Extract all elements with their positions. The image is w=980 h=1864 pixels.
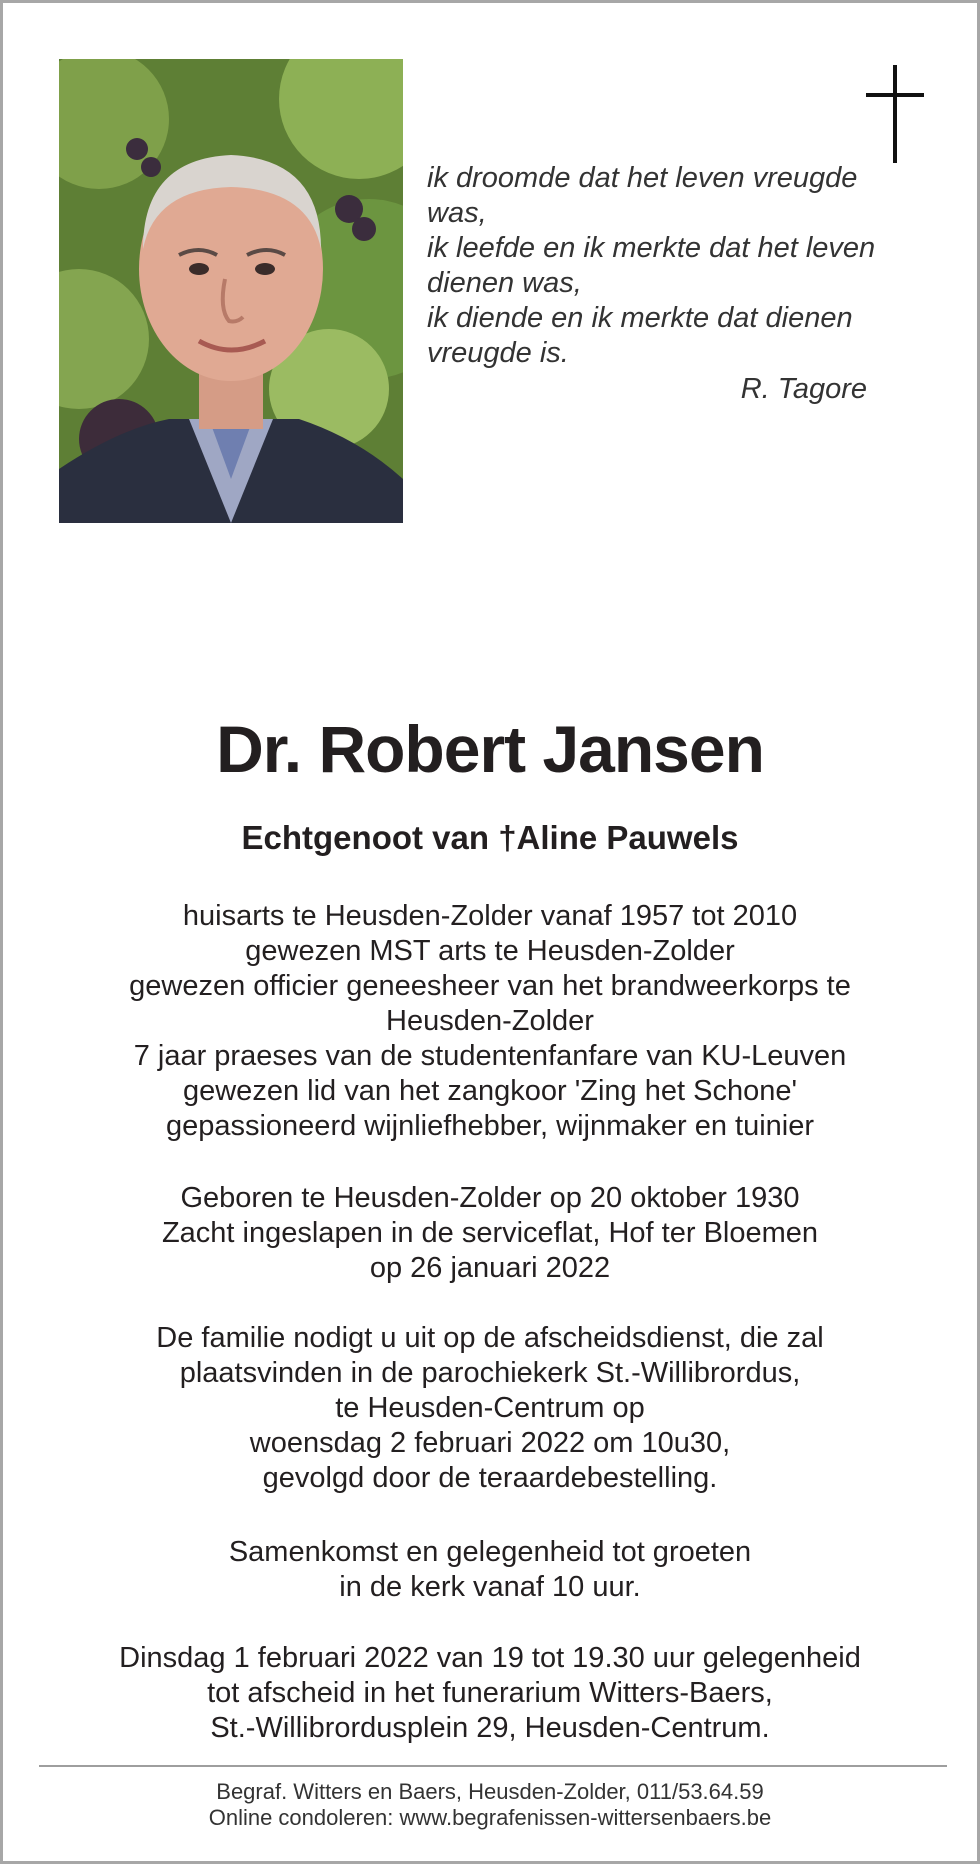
poem bbox=[427, 161, 917, 371]
service-line: plaatsvinden in de parochiekerk St.-Willibrordus, bbox=[179, 1357, 801, 1389]
poem-line: dienen was, bbox=[427, 267, 582, 299]
life-line: Geboren te Heusden-Zolder op 20 oktober 1930 bbox=[180, 1182, 800, 1214]
career-line: 7 jaar praeses van de studentenfanfare van KU-Leuven bbox=[133, 1040, 847, 1072]
deceased-name: Dr. Robert Jansen bbox=[216, 712, 764, 786]
poem-line: ik diende en ik merkte dat dienen bbox=[427, 302, 853, 334]
poem-author: R. Tagore bbox=[740, 373, 867, 405]
career-block bbox=[43, 899, 937, 1144]
gathering-line: in de kerk vanaf 10 uur. bbox=[339, 1571, 641, 1603]
service-line: De familie nodigt u uit op de afscheidsdienst, die zal bbox=[156, 1322, 824, 1354]
service-block bbox=[43, 1321, 937, 1496]
farewell-line: Dinsdag 1 februari 2022 van 19 tot 19.30 uur gelegenheid bbox=[119, 1642, 861, 1674]
footer-funeral-home: Begraf. Witters en Baers, Heusden-Zolder, 011/53.64.59 bbox=[216, 1779, 764, 1804]
career-line: gepassioneerd wijnliefhebber, wijnmaker en tuinier bbox=[165, 1110, 815, 1142]
gathering-line: Samenkomst en gelegenheid tot groeten bbox=[228, 1536, 752, 1568]
life-line: Zacht ingeslapen in de serviceflat, Hof ter Bloemen bbox=[161, 1217, 819, 1249]
career-line: gewezen lid van het zangkoor 'Zing het Schone' bbox=[182, 1075, 798, 1107]
farewell-line: tot afscheid in het funerarium Witters-Baers, bbox=[207, 1677, 773, 1709]
service-line: gevolgd door de teraardebestelling. bbox=[262, 1462, 718, 1494]
farewell-block bbox=[43, 1641, 937, 1746]
career-line: gewezen MST arts te Heusden-Zolder bbox=[245, 935, 735, 967]
career-line: Heusden-Zolder bbox=[386, 1005, 594, 1037]
life-line: op 26 januari 2022 bbox=[369, 1252, 611, 1284]
footer-divider bbox=[39, 1765, 947, 1767]
footer-condolence-link[interactable]: Online condoleren: www.begrafenissen-wittersenbaers.be bbox=[208, 1805, 772, 1830]
poem-line: ik leefde en ik merkte dat het leven bbox=[427, 232, 876, 264]
career-line: huisarts te Heusden-Zolder vanaf 1957 tot 2010 bbox=[182, 900, 798, 932]
footer bbox=[3, 1779, 977, 1831]
service-line: woensdag 2 februari 2022 om 10u30, bbox=[249, 1427, 731, 1459]
poem-line: was, bbox=[427, 197, 487, 229]
service-line: te Heusden-Centrum op bbox=[335, 1392, 645, 1424]
farewell-line: St.-Willibrordusplein 29, Heusden-Centrum. bbox=[210, 1712, 770, 1744]
portrait-photo bbox=[59, 59, 403, 523]
gathering-block bbox=[43, 1535, 937, 1605]
poem-line: vreugde is. bbox=[427, 337, 569, 369]
career-line: gewezen officier geneesheer van het brandweerkorps te bbox=[129, 970, 851, 1002]
spouse-line: Echtgenoot van †Aline Pauwels bbox=[241, 819, 739, 856]
poem-line: ik droomde dat het leven vreugde bbox=[427, 162, 858, 194]
life-dates-block bbox=[43, 1181, 937, 1286]
cross-icon bbox=[866, 65, 924, 163]
